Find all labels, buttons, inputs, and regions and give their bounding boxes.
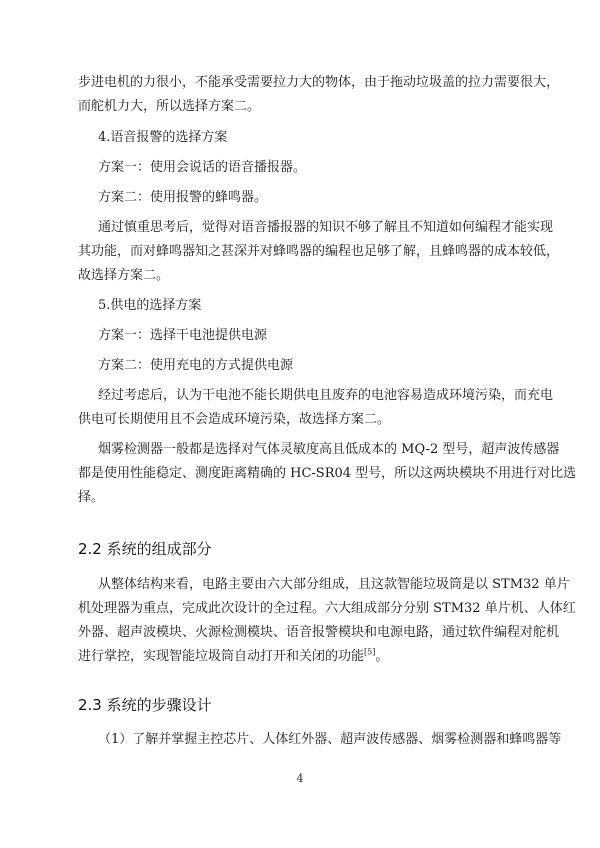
paragraph-line	[78, 648, 538, 665]
paragraph-line: 通过慎重思考后，觉得对语音播报器的知识不够了解且不知道如何编程才能实现	[98, 220, 554, 235]
paragraph-line: 故选择方案二。	[78, 268, 170, 283]
paragraph-line: 经过考虑后，认为干电池不能长期供电且废弃的电池容易造成环境污染，而充电	[98, 388, 554, 403]
paragraph-line: 都是使用性能稳定、测度距离精确的 HC-SR04 型号，所以这两块模块不用进行对比选	[78, 466, 577, 481]
paragraph-line: 供电可长期使用且不会造成环境污染，故选择方案二。	[78, 412, 391, 427]
paragraph-line: 而舵机力大，所以选择方案二。	[78, 99, 261, 114]
list-item-line: （1）了解并掌握主控芯片、人体红外器、超声波传感器、烟雾检测器和蜂鸣器等	[98, 732, 562, 747]
paragraph-line: 其功能，而对蜂鸣器知之甚深并对蜂鸣器的编程也足够了解，且蜂鸣器的成本较低，	[78, 244, 560, 259]
paragraph-line: 烟雾检测器一般都是选择对气体灵敏度高且低成本的 MQ-2 型号，超声波传感器	[98, 442, 560, 457]
paragraph-line: 择。	[78, 490, 105, 505]
paragraph-line: 步进电机的力很小，不能承受需要拉力大的物体，由于拖动垃圾盖的拉力需要很大，	[78, 75, 560, 90]
paragraph-text-end: 。	[375, 649, 389, 664]
paragraph-text: 进行掌控，实现智能垃圾筒自动打开和关闭的功能	[78, 649, 365, 664]
section-subtitle: 4.语音报警的选择方案	[98, 130, 228, 145]
paragraph-line: 从整体结构来看，电路主要由六大部分组成，且这款智能垃圾筒是以 STM32 单片	[98, 577, 570, 592]
section-heading-2-2: 2.2 系统的组成部分	[78, 540, 212, 558]
section-subtitle: 5.供电的选择方案	[98, 298, 202, 313]
citation-reference[interactable]: [5]	[364, 647, 376, 657]
option-line: 方案一：选择干电池提供电源	[98, 328, 268, 343]
option-line: 方案一：使用会说话的语音播报器。	[98, 160, 307, 175]
paragraph-line: 机处理器为重点，完成此次设计的全过程。六大组成部分分别 STM32 单片机、人体红	[78, 601, 576, 616]
section-heading-2-3: 2.3 系统的步骤设计	[78, 696, 212, 714]
paragraph-line: 外器、超声波模块、火源检测模块、语音报警模块和电源电路，通过软件编程对舵机	[78, 625, 560, 640]
option-line: 方案二：使用报警的蜂鸣器。	[98, 190, 268, 205]
page-number: 4	[296, 772, 304, 785]
option-line: 方案二：使用充电的方式提供电源	[98, 358, 294, 373]
